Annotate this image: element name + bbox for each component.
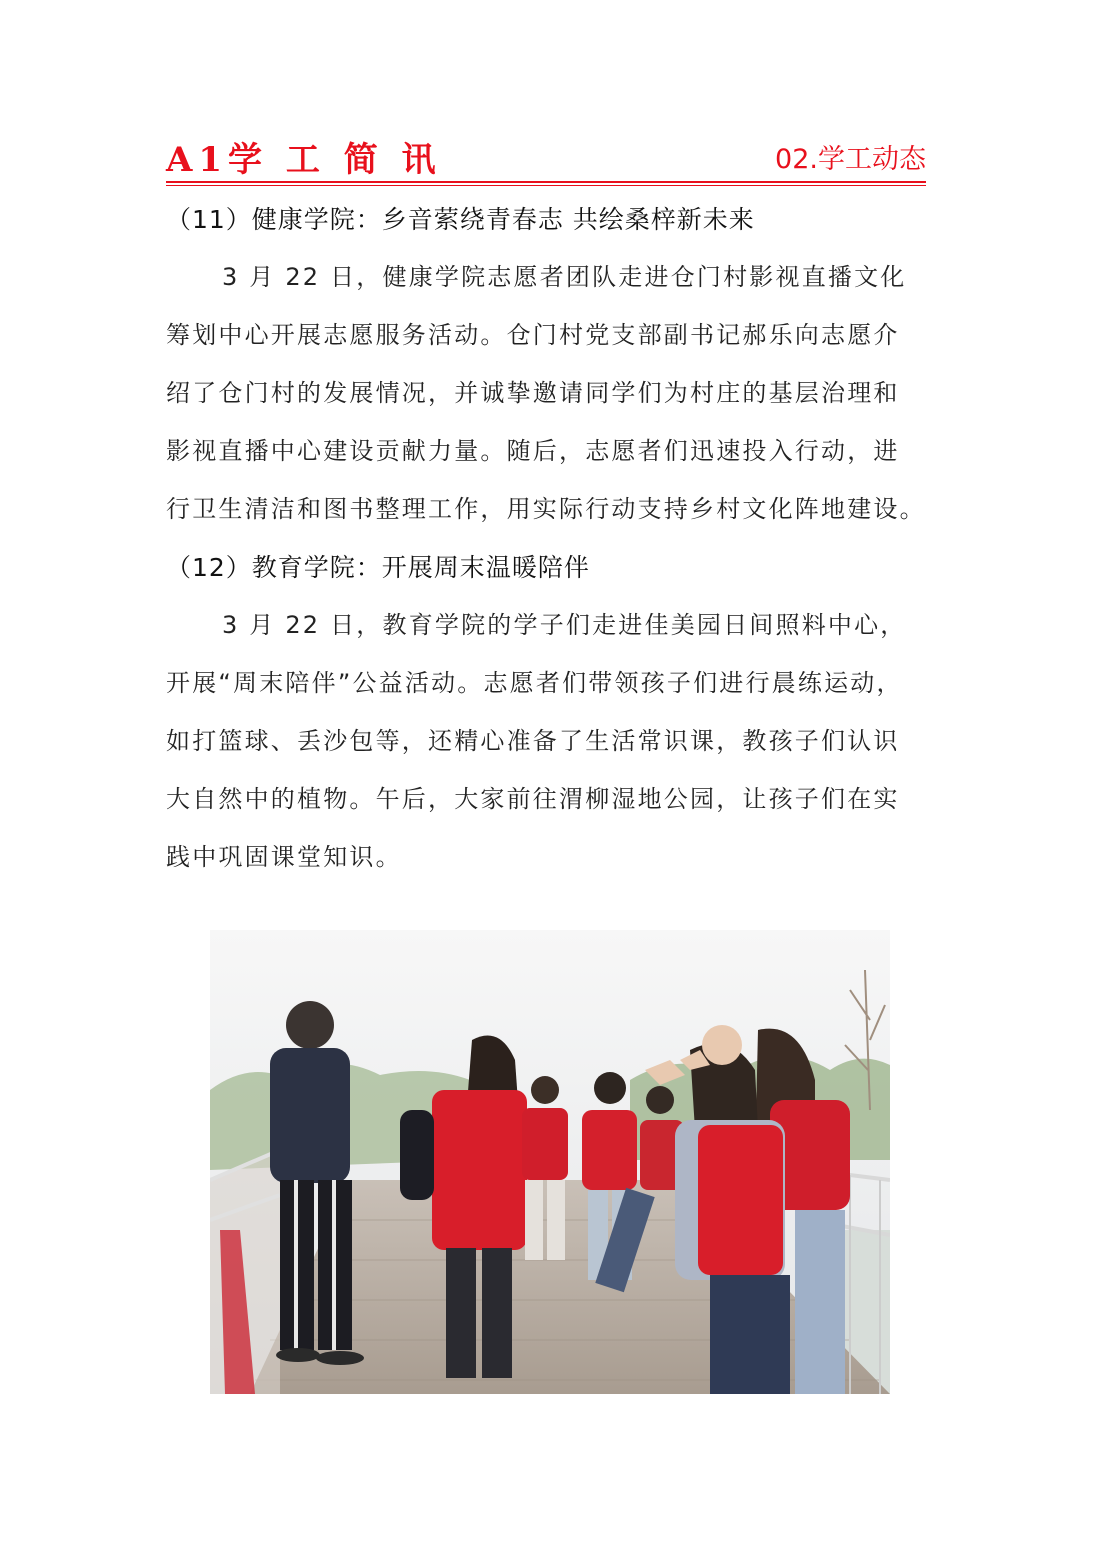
paragraph-line: 3 月 22 日，教育学院的学子们走进佳美园日间照料中心， — [222, 611, 907, 639]
section-paragraph-11 — [166, 248, 941, 538]
section-heading-12: （12）教育学院：开展周末温暖陪伴 — [166, 553, 590, 582]
activity-photo — [210, 930, 890, 1394]
newsletter-header — [166, 138, 926, 184]
paragraph-line: 筹划中心开展志愿服务活动。仓门村党支部副书记郝乐向志愿介 — [166, 321, 900, 349]
section-heading-11: （11）健康学院：乡音萦绕青春志 共绘桑梓新未来 — [166, 205, 755, 234]
section-paragraph-12 — [166, 596, 941, 886]
paragraph-line: 绍了仓门村的发展情况，并诚挚邀请同学们为村庄的基层治理和 — [166, 379, 900, 407]
section-label: 02.学工动态 — [775, 144, 926, 175]
paragraph-line: 开展“周末陪伴”公益活动。志愿者们带领孩子们进行晨练运动， — [166, 669, 903, 697]
paragraph-line: 行卫生清洁和图书整理工作，用实际行动支持乡村文化阵地建设。 — [166, 495, 926, 523]
paragraph-line: 大自然中的植物。午后，大家前往渭柳湿地公园，让孩子们在实 — [166, 785, 900, 813]
newsletter-title: A1学 工 简 讯 — [166, 140, 442, 180]
volunteers-on-bridge-image — [210, 930, 890, 1394]
paragraph-line: 影视直播中心建设贡献力量。随后，志愿者们迅速投入行动，进 — [166, 437, 900, 465]
paragraph-line: 践中巩固课堂知识。 — [166, 843, 402, 871]
header-rule-thin — [166, 185, 926, 186]
paragraph-line: 如打篮球、丢沙包等，还精心准备了生活常识课，教孩子们认识 — [166, 727, 900, 755]
header-rule — [166, 181, 926, 183]
paragraph-line: 3 月 22 日，健康学院志愿者团队走进仓门村影视直播文化 — [222, 263, 907, 291]
